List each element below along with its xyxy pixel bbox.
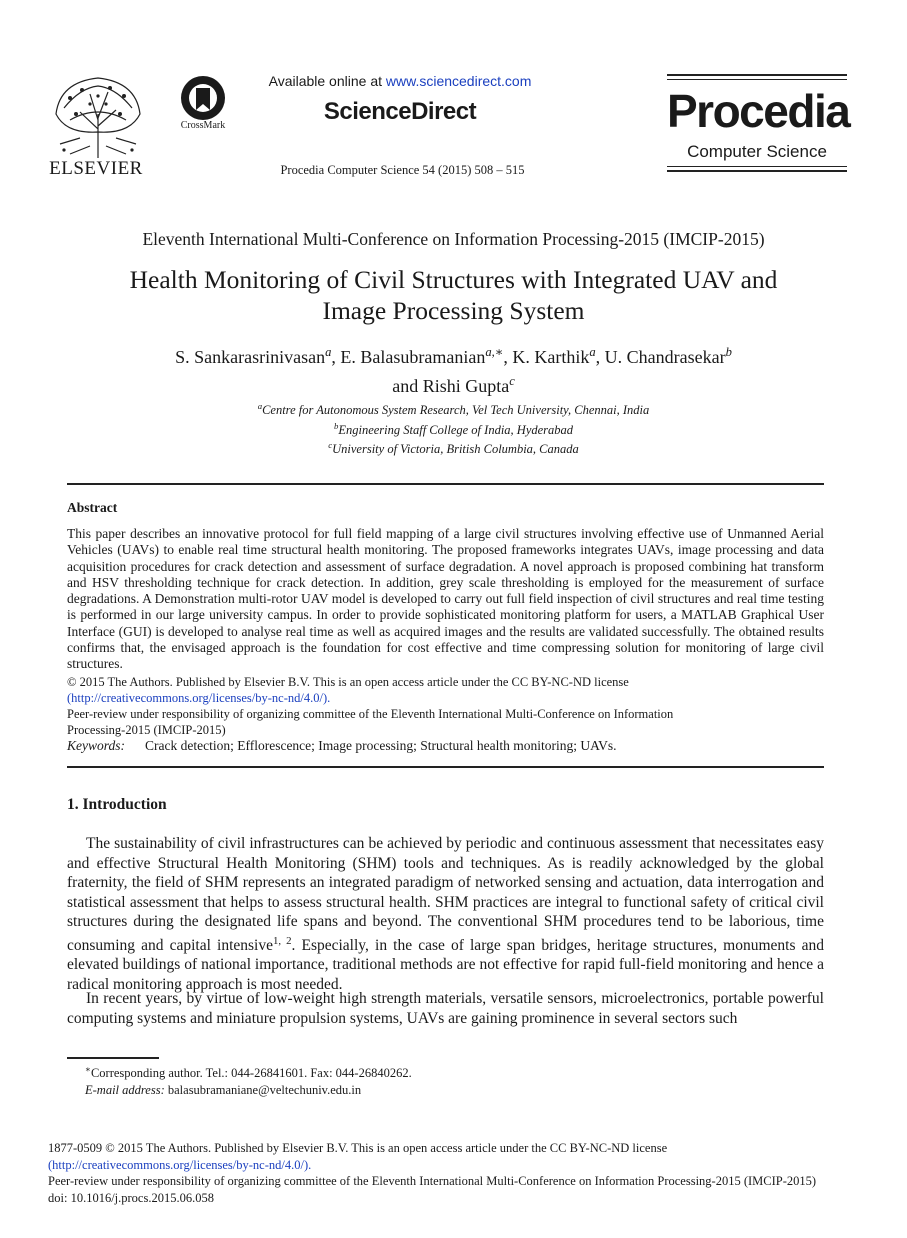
author-separator: , [595, 347, 605, 367]
keywords-label: Keywords: [67, 738, 125, 753]
copyright-block [48, 1140, 868, 1206]
affiliation-text: Engineering Staff College of India, Hyderabad [338, 422, 574, 437]
elsevier-tree-logo [50, 74, 146, 158]
affiliation-mark: c [328, 440, 333, 451]
peer-review-line: Processing-2015 (IMCIP-2015) [67, 723, 226, 737]
peer-review-line: Peer-review under responsibility of organizing committee of the Eleventh International Multi-Conference on Information [67, 707, 674, 721]
author-name: S. Sankarasrinivasan [175, 347, 326, 367]
abstract-top-rule [67, 483, 824, 485]
sciencedirect-link[interactable]: www.sciencedirect.com [385, 73, 532, 89]
abstract-body: This paper describes an innovative protocol for full field mapping of a large civil structures involving effective use of Unmanned Aerial Vehicles (UAVs) to enable real time structural health monitoring. The proposed frameworks integrates UAVs, image processing and data acquisition procedures for crack detection and assessment of surface degradation. A novel approach is proposed combining hat transform and HSV thresholding technique for crack detection. In addition, grey scale thresholding is employed for the measurement of surface degradations. A Demonstration multi-rotor UAV model is developed to carry out full field inspection of civil structures and real time testing is performed in our large university campus. In order to provide sophisticated monitoring platform for users, a MATLAB Graphical User Interface (GUI) is developed to analyse real time as well as acquired images and the results are validated successfully. The obtained results confirms that, the envisaged approach is the foundation for cost effective and time compressing solution for monitoring of large civil structures. [67, 526, 824, 671]
doi-line: doi: 10.1016/j.procs.2015.06.058 [48, 1190, 214, 1205]
paragraph-text: The sustainability of civil infrastructures can be achieved by periodic and continuous assessment that necessitates easy and effective Structural Health Monitoring (SHM) tools and techniques. As is readily acknowledged by the global fraternity, the field of SHM represents an integrated paradigm of networked sensing and actuation, data interrogation and statistical assessment that helps to assess structural health. SHM practices are integral to functional safety of critical civil structures during the designated life spans and beyond. The conventional SHM procedures tend to be laborious, time consuming and capital intensive [67, 835, 824, 954]
affiliation-mark: b [333, 420, 339, 431]
issn-line: 1877-0509 © 2015 The Authors. Published by Elsevier B.V. This is an open access article under the CC BY-NC-ND license [48, 1141, 668, 1155]
author-name: U. Chandrasekar [604, 347, 726, 367]
email-label: E-mail address: [85, 1083, 165, 1098]
license-line: © 2015 The Authors. Published by Elsevier B.V. This is an open access article under the CC BY-NC-ND license [67, 675, 629, 689]
author-line-2 [80, 369, 827, 398]
author-name: and Rishi Gupta [392, 376, 510, 396]
author-affil-mark: a [589, 345, 596, 359]
publisher-name: ELSEVIER [49, 158, 143, 179]
author-name: K. Karthik [512, 347, 590, 367]
affiliation [100, 419, 807, 439]
procedia-subtitle: Computer Science [687, 142, 827, 161]
keywords-line [67, 738, 824, 754]
available-prefix: Available online at [268, 73, 386, 89]
author-affil-mark: c [509, 374, 515, 388]
affiliation [100, 399, 807, 419]
bottom-peer-review: Peer-review under responsibility of organizing committee of the Eleventh International Multi-Conference on Information Processing-2015 (IMCIP-2015) [48, 1174, 817, 1188]
footnote-block [85, 1061, 785, 1099]
affiliation-list [100, 399, 807, 458]
procedia-brand: Procedia [667, 85, 850, 137]
footnote-mark: ∗ [85, 1064, 91, 1074]
affiliation [100, 438, 807, 458]
journal-reference: Procedia Computer Science 54 (2015) 508 – 515 [280, 163, 525, 177]
corresponding-text: Corresponding author. Tel.: 044-26841601. Fax: 044-26840262. [90, 1066, 412, 1081]
corresponding-author-note [85, 1061, 785, 1082]
title-line-2: Image Processing System [322, 296, 585, 325]
paper-title [60, 264, 847, 326]
footnote-rule [67, 1057, 159, 1059]
affiliation-text: University of Victoria, British Columbia, Canada [332, 442, 579, 457]
author-affil-mark: a,∗ [485, 345, 504, 359]
procedia-logo [667, 74, 850, 174]
author-affil-mark: a [325, 345, 332, 359]
license-link[interactable]: (http://creativecommons.org/licenses/by-nc-nd/4.0/). [67, 691, 331, 705]
crossmark-label: CrossMark [180, 120, 226, 131]
email-address[interactable]: balasubramaniane@veltechuniv.edu.in [167, 1083, 362, 1098]
available-online-line [240, 73, 560, 89]
paragraph-text: . Especially, in the case of large span bridges, heritage structures, monuments and elevated buildings of national importance, traditional methods are not effective for rapid full-field monitoring and hence a radical monitoring approach is most needed. [67, 936, 825, 993]
title-line-1: Health Monitoring of Civil Structures with Integrated UAV and [129, 265, 778, 294]
affiliation-mark: a [257, 401, 263, 411]
author-name: E. Balasubramanian [340, 347, 486, 367]
intro-paragraph-2: In recent years, by virtue of low-weight high strength materials, versatile sensors, microelectronics, portable powerful computing systems and miniature propulsion systems, UAVs are gaining prominence in several sectors such [67, 990, 824, 1027]
citation-ref[interactable]: 1, 2 [273, 934, 292, 947]
conference-name: Eleventh International Multi-Conference on Information Processing-2015 (IMCIP-2015) [142, 229, 765, 249]
author-line-1 [80, 340, 827, 369]
keywords-list: Crack detection; Efflorescence; Image processing; Structural health monitoring; UAVs. [145, 738, 617, 753]
abstract-bottom-rule [67, 766, 824, 768]
author-list [80, 340, 827, 398]
sciencedirect-logo: ScienceDirect [323, 98, 477, 125]
intro-paragraph-1 [67, 834, 824, 994]
bottom-license-link[interactable]: (http://creativecommons.org/licenses/by-nc-nd/4.0/). [48, 1157, 312, 1172]
crossmark-icon[interactable] [179, 74, 227, 122]
license-block [67, 674, 824, 738]
abstract-heading: Abstract [67, 500, 118, 515]
email-note [85, 1082, 785, 1099]
author-separator: , [331, 347, 341, 367]
author-separator: , [503, 347, 513, 367]
section-heading-introduction: 1. Introduction [67, 796, 167, 813]
author-affil-mark: b [725, 345, 732, 359]
affiliation-text: Centre for Autonomous System Research, Vel Tech University, Chennai, India [262, 403, 650, 418]
